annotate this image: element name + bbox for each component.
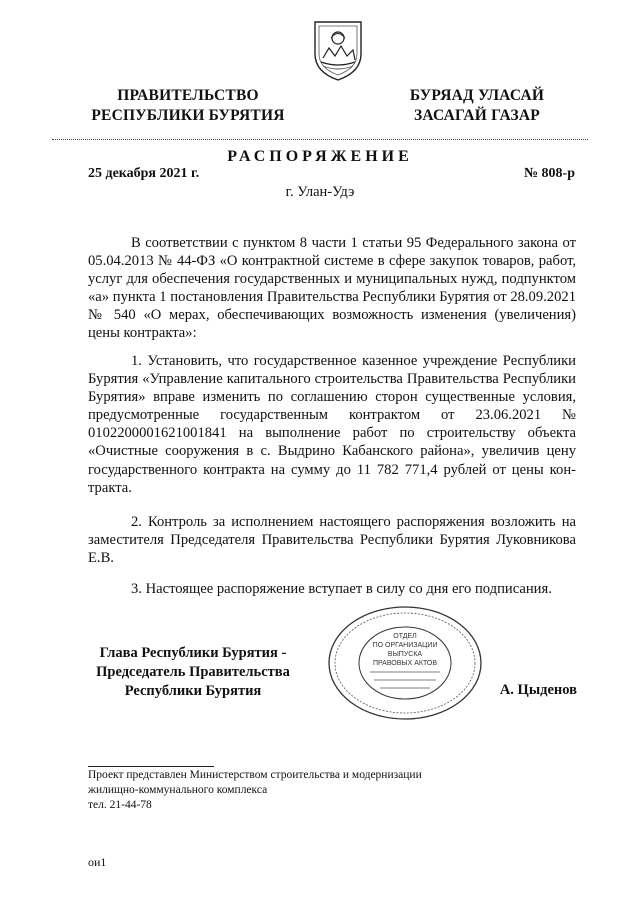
preamble-paragraph: В соответствии с пунктом 8 части 1 статьи 95 Федерального закона от 05.04.2013 № 44-ФЗ «О контрактной системе в сфере закупок товаров, работ, услуг для обеспечения государственных и муниципальных нужд, подпунктом «а» пункта 1 постановления Правительства Республики Бурятия от 28.09.2021 № 540 «О мерах, обеспечивающих возможность изменения (увеличения) цены контракта»: bbox=[88, 235, 576, 342]
document-number: № 808-р bbox=[523, 166, 575, 181]
order-item-1: 1. Установить, что государственное казенное учреждение Республики Бурятия «Управление капитального строительства Правительства Республики Бурятия» вправе изменить по соглашению сторон существенные условия, предусмотренные государственным контрактом от 23.06.2021 № 0102200001621001841 на выполнение работ по строительству объекта «Очистные сооружения в с. Выдрино Кабанского района», увеличив цену государственного контракта на сумму до 11 782 771,4 рублей от цены контракта. bbox=[88, 353, 576, 496]
footer-divider bbox=[88, 766, 214, 767]
government-name-line2: РЕСПУБЛИКИ БУРЯТИЯ bbox=[91, 107, 285, 124]
footer-line2: жилищно-коммунального комплекса bbox=[88, 784, 268, 796]
document-date: 25 декабря 2021 г. bbox=[88, 166, 200, 181]
government-name-buryat-line2: ЗАСАГАЙ ГАЗАР bbox=[414, 107, 540, 124]
government-name-buryat bbox=[392, 86, 562, 126]
document-city: г. Улан-Удэ bbox=[285, 184, 355, 200]
signatory-position bbox=[88, 644, 298, 701]
signatory-name: А. Цыденов bbox=[499, 682, 577, 698]
order-item-3: 3. Настоящее распоряжение вступает в силу со дня его подписания. bbox=[131, 581, 552, 597]
document-title: РАСПОРЯЖЕНИЕ bbox=[227, 148, 413, 165]
footer-phone: тел. 21-44-78 bbox=[88, 799, 152, 811]
government-name-line1: ПРАВИТЕЛЬСТВО bbox=[117, 87, 259, 104]
government-name-russian bbox=[88, 86, 288, 126]
government-name-buryat-line1: БУРЯАД УЛАСАЙ bbox=[409, 87, 545, 104]
signatory-position-line3: Республики Бурятия bbox=[124, 683, 262, 699]
official-stamp-icon bbox=[326, 604, 484, 722]
stamp-line3: ВЫПУСКА bbox=[387, 651, 423, 658]
signatory-position-line2: Председатель Правительства bbox=[96, 664, 290, 680]
document-code: ои1 bbox=[88, 855, 107, 869]
order-item-2: 2. Контроль за исполнением настоящего распоряжения возложить на заместителя Председателя Правительства Республики Бурятия Луковникова Е.В. bbox=[88, 514, 576, 567]
stamp-line4: ПРАВОВЫХ АКТОВ bbox=[372, 660, 438, 667]
coat-of-arms-icon bbox=[309, 18, 367, 82]
stamp-line2: ПО ОРГАНИЗАЦИИ bbox=[372, 642, 438, 649]
stamp-line1: ОТДЕЛ bbox=[393, 633, 417, 640]
header-divider bbox=[52, 139, 588, 140]
footer-note bbox=[88, 768, 568, 813]
footer-line1: Проект представлен Министерством строительства и модернизации bbox=[88, 769, 422, 781]
signatory-position-line1: Глава Республики Бурятия - bbox=[99, 645, 287, 661]
